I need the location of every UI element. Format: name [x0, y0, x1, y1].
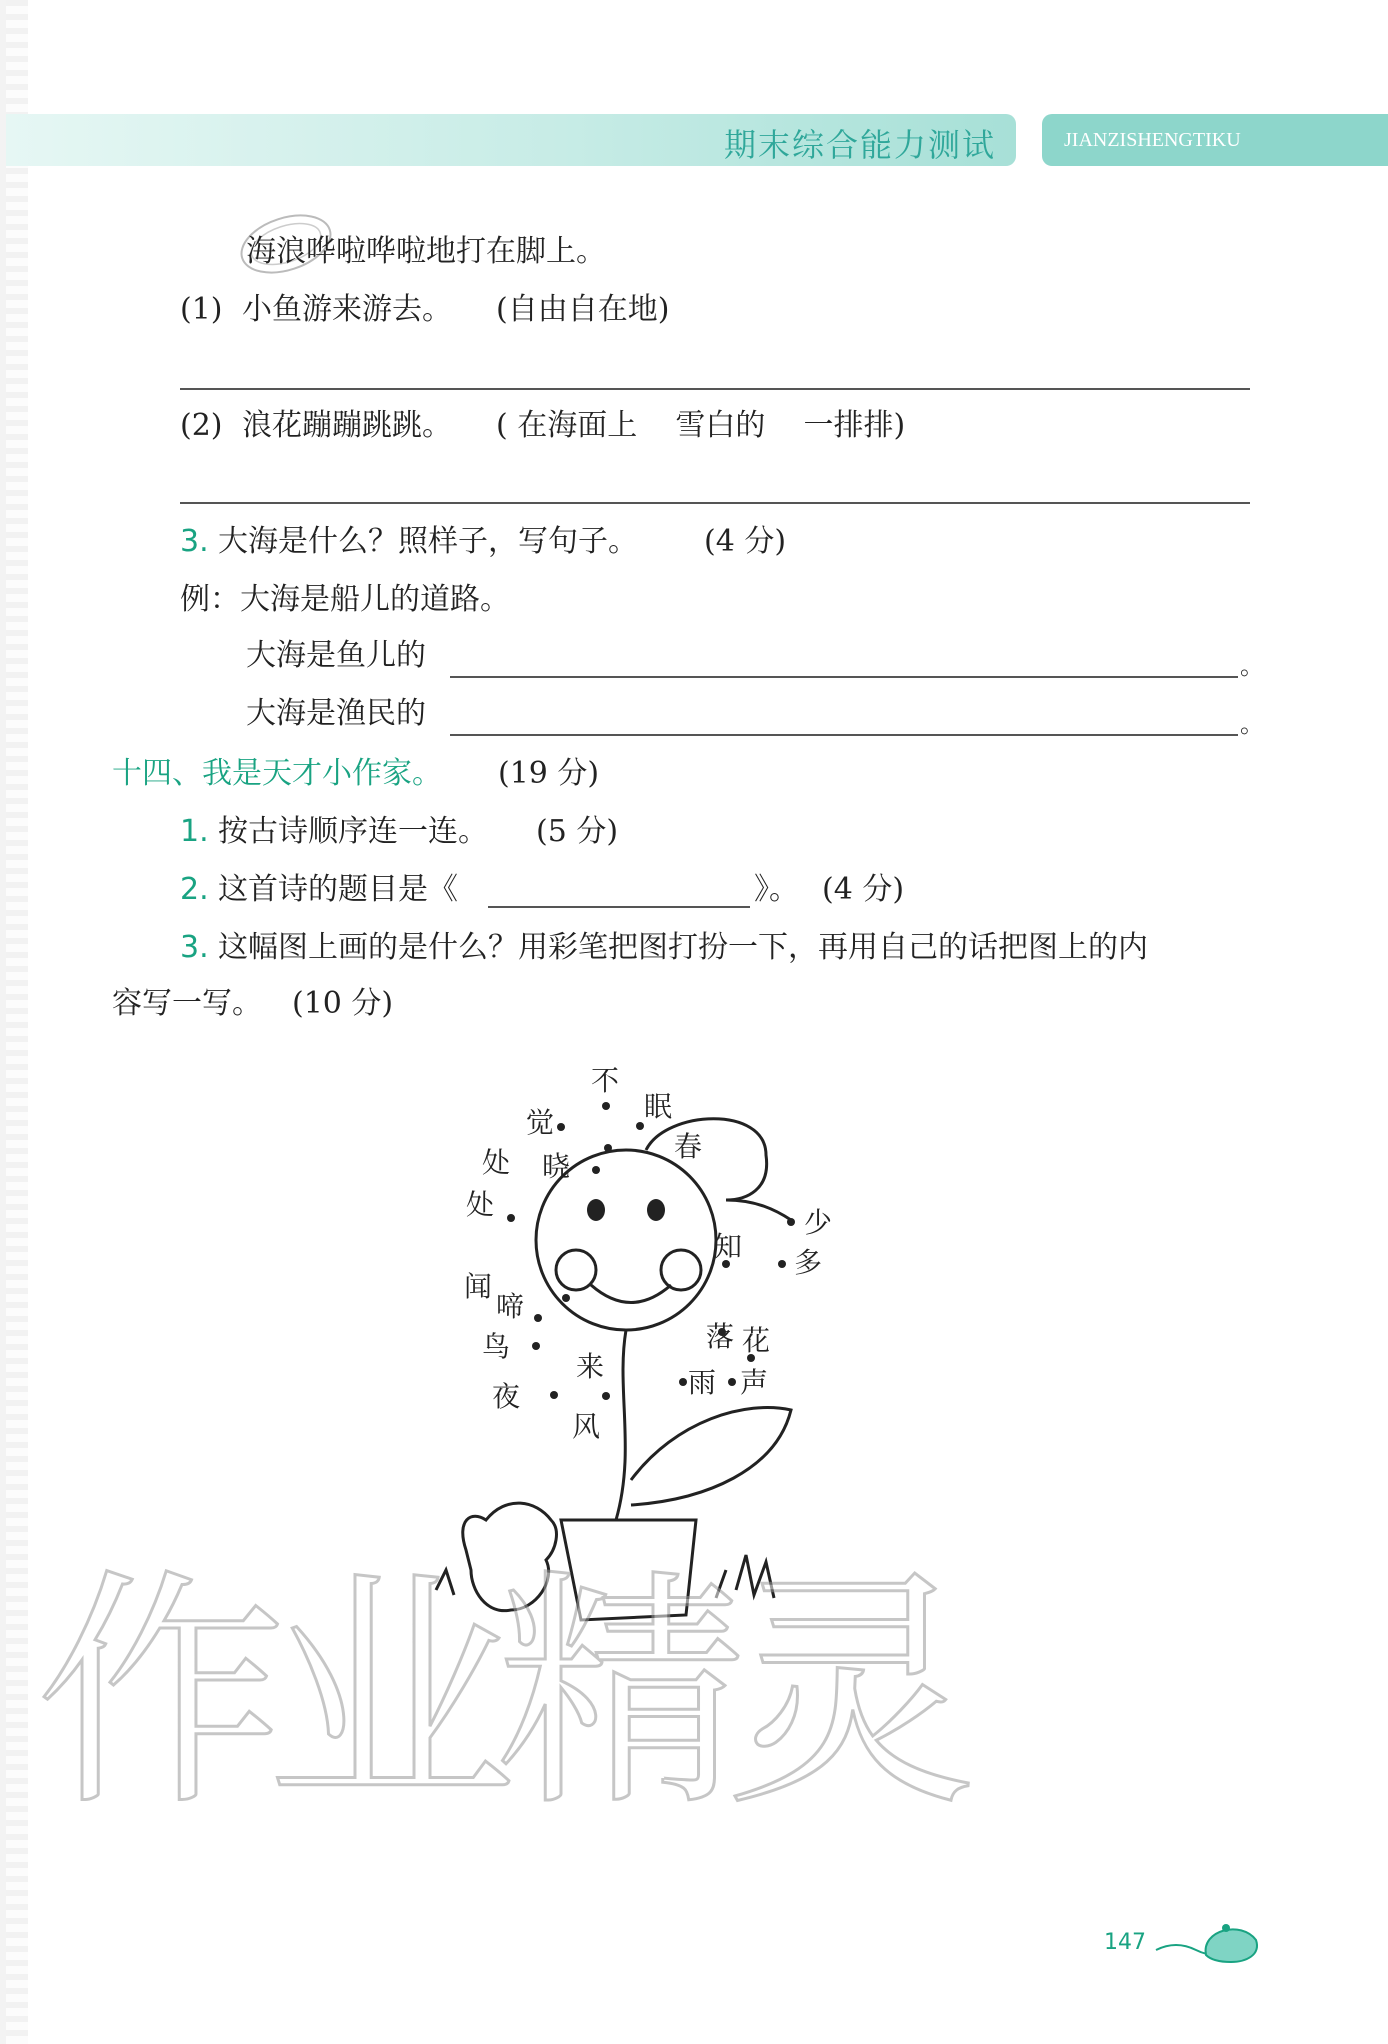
s14q1-text: 按古诗顺序连一连。 [218, 814, 488, 849]
item2-hint: ( 在海面上 雪白的 一排排) [496, 408, 906, 443]
char-sheng: 声 [740, 1366, 769, 1399]
s14q1-score: (5 分) [536, 814, 619, 849]
char-duo: 多 [794, 1246, 823, 1279]
item1-text: 小鱼游来游去。 [242, 292, 452, 327]
char-chu2: 处 [466, 1188, 495, 1221]
char-bu: 不 [591, 1064, 620, 1097]
item1-hint: (自由自在地) [496, 292, 670, 327]
item2-text: 浪花蹦蹦跳跳。 [242, 408, 452, 443]
intro-line: 海浪哗啦哗啦地打在脚上。 [246, 234, 606, 269]
fill1-text: 大海是鱼儿的 [246, 638, 426, 673]
fill1-line[interactable] [450, 676, 1238, 678]
q3-text: 大海是什么？照样子，写句子。 [218, 524, 638, 559]
q3-number: 3. [180, 524, 209, 559]
char-ti: 啼 [496, 1290, 525, 1323]
char-xiao: 晓 [542, 1150, 571, 1183]
s14q1-number: 1. [180, 814, 209, 849]
s14q3-number: 3. [180, 930, 209, 965]
flower-leaf-top [646, 1119, 791, 1220]
char-zhi: 知 [714, 1230, 743, 1263]
answer-line-1[interactable] [180, 388, 1250, 390]
flower-eye-left [587, 1199, 605, 1221]
char-chu1: 处 [482, 1146, 511, 1179]
char-shao: 少 [804, 1206, 833, 1239]
s14q2-text-after: 》。 [754, 872, 799, 907]
page-number: 147 [1104, 1930, 1146, 1955]
s14q3-text: 这幅图上画的是什么？用彩笔把图打扮一下，再用自己的话把图上的内 [218, 930, 1148, 965]
header-title: 期末综合能力测试 [724, 126, 997, 164]
item2-label: (2) [180, 408, 223, 443]
flower-leaf-bottom [631, 1408, 791, 1505]
answer-line-2[interactable] [180, 502, 1250, 504]
char-lai: 来 [576, 1350, 605, 1383]
fill2-end: 。 [1240, 710, 1264, 738]
example-sentence: 例：大海是船儿的道路。 [180, 582, 510, 617]
whale-icon [1146, 1910, 1266, 1970]
char-feng: 风 [572, 1410, 601, 1443]
flower-eye-right [647, 1199, 665, 1221]
item1-label: (1) [180, 292, 223, 327]
char-luo: 落 [706, 1320, 735, 1353]
q3-score: (4 分) [704, 524, 787, 559]
title-answer-line[interactable] [488, 906, 750, 908]
fill2-line[interactable] [450, 734, 1238, 736]
s14q3-score: (10 分) [292, 986, 394, 1021]
section14-score: (19 分) [498, 756, 600, 791]
char-ye: 夜 [492, 1380, 521, 1413]
flower-stem [616, 1330, 626, 1520]
s14q2-score: (4 分) [822, 872, 905, 907]
workbook-page [6, 0, 1388, 2044]
s14q2-number: 2. [180, 872, 209, 907]
watermark [26, 1530, 1026, 1830]
flower-smile [591, 1285, 671, 1303]
char-mian: 眠 [644, 1090, 673, 1123]
char-chun: 春 [674, 1130, 703, 1163]
flower-cheek-right [661, 1250, 701, 1290]
header-tag: JIANZISHENGTIKU [1042, 114, 1388, 166]
fill1-end: 。 [1240, 652, 1264, 680]
char-niao: 鸟 [482, 1330, 511, 1363]
s14q2-text-before: 这首诗的题目是《 [218, 872, 458, 907]
section14-title: 十四、我是天才小作家。 [112, 756, 442, 791]
char-hua: 花 [742, 1324, 771, 1357]
svg-text:作业精灵: 作业精灵 [36, 1548, 956, 1830]
char-wen: 闻 [464, 1270, 493, 1303]
fill2-text: 大海是渔民的 [246, 696, 426, 731]
s14q3-text2: 容写一写。 [112, 986, 262, 1021]
flower-cheek-left [556, 1250, 596, 1290]
char-jue: 觉 [526, 1106, 555, 1139]
char-yu: 雨 [688, 1366, 717, 1399]
